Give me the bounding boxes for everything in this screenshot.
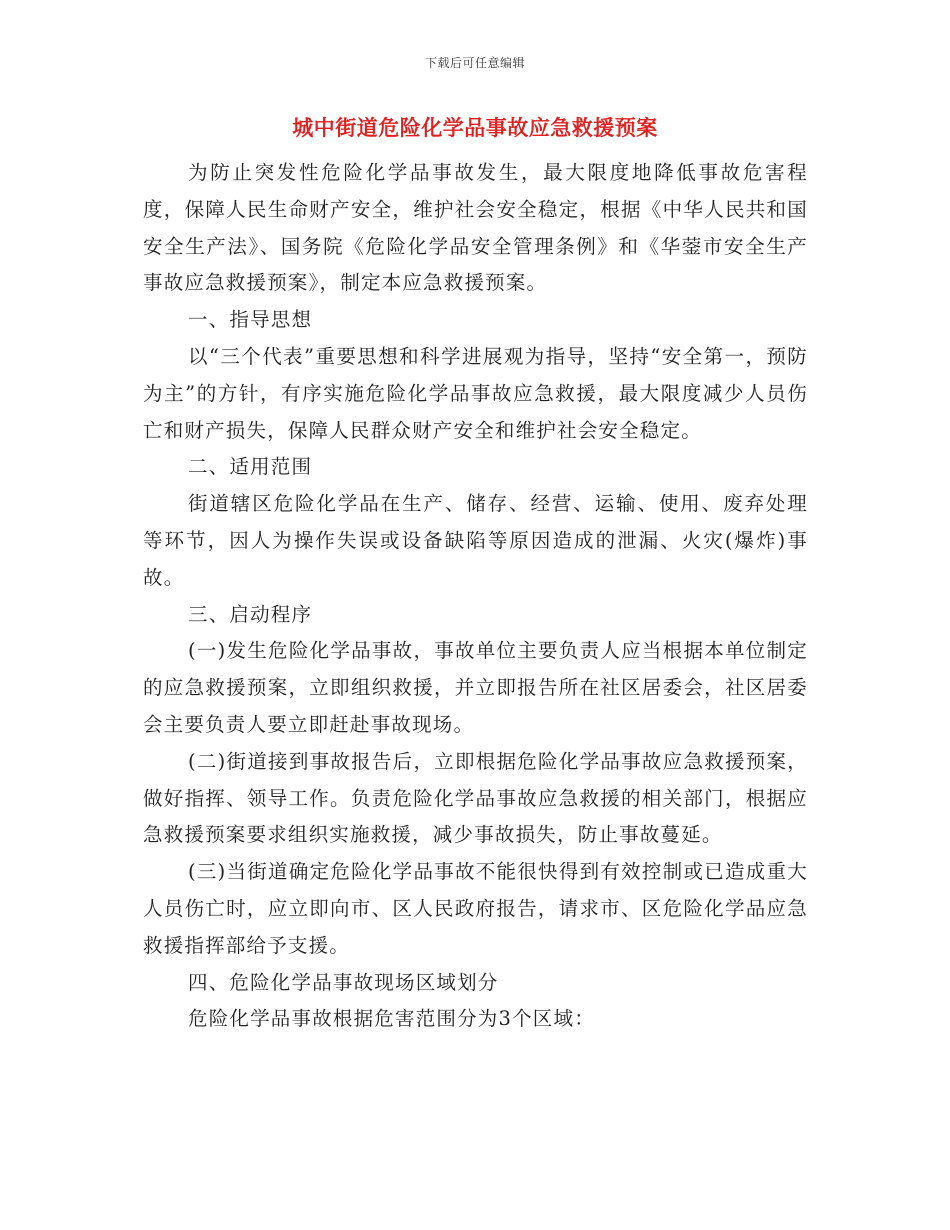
paragraph-procedure-3: (三)当街道确定危险化学品事故不能很快得到有效控制或已造成重大人员伤亡时，应立即向市、区人民政府报告，请求市、区危险化学品应急救援指挥部给予支援。 <box>143 860 808 957</box>
section-heading-startup-procedure: 三、启动程序 <box>188 602 313 626</box>
paragraph-guiding-ideology: 以“三个代表”重要思想和科学进展观为指导，坚持“安全第一，预防为主”的方针，有序实施危险化学品事故应急救援，最大限度减少人员伤亡和财产损失，保障人民群众财产安全和维护社会安全稳定。 <box>143 344 808 442</box>
paragraph-scope: 街道辖区危险化学品在生产、储存、经营、运输、使用、废弃处理等环节，因人为操作失误或设备缺陷等原因造成的泄漏、火灾(爆炸)事故。 <box>143 492 808 589</box>
page-header-note: 下载后可任意编辑 <box>424 56 525 70</box>
paragraph-procedure-2: (二)街道接到事故报告后，立即根据危险化学品事故应急救援预案，做好指挥、领导工作。负责危险化学品事故应急救援的相关部门，根据应急救援预案要求组织实施救援，减少事故损失，防止事故蔓延。 <box>143 749 808 847</box>
document-title: 城中街道危险化学品事故应急救援预案 <box>292 115 658 140</box>
paragraph-preamble: 为防止突发性危险化学品事故发生，最大限度地降低事故危害程度，保障人民生命财产安全，维护社会安全稳定，根据《中华人民共和国安全生产法》、国务院《危险化学品安全管理条例》和《华蓥市安全生产事故应急救援预案》，制定本应急救援预案。 <box>143 161 808 295</box>
document-body <box>143 155 808 1038</box>
paragraph-zone-division: 危险化学品事故根据危害范围分为3个区域： <box>188 1007 595 1031</box>
paragraph-procedure-1: (一)发生危险化学品事故，事故单位主要负责人应当根据本单位制定的应急救援预案，立即组织救援，并立即报告所在社区居委会，社区居委会主要负责人要立即赶赴事故现场。 <box>143 639 808 736</box>
section-heading-scope: 二、适用范围 <box>188 455 313 479</box>
section-heading-zone-division: 四、危险化学品事故现场区域划分 <box>188 970 499 994</box>
section-heading-guiding-ideology: 一、指导思想 <box>188 308 313 332</box>
